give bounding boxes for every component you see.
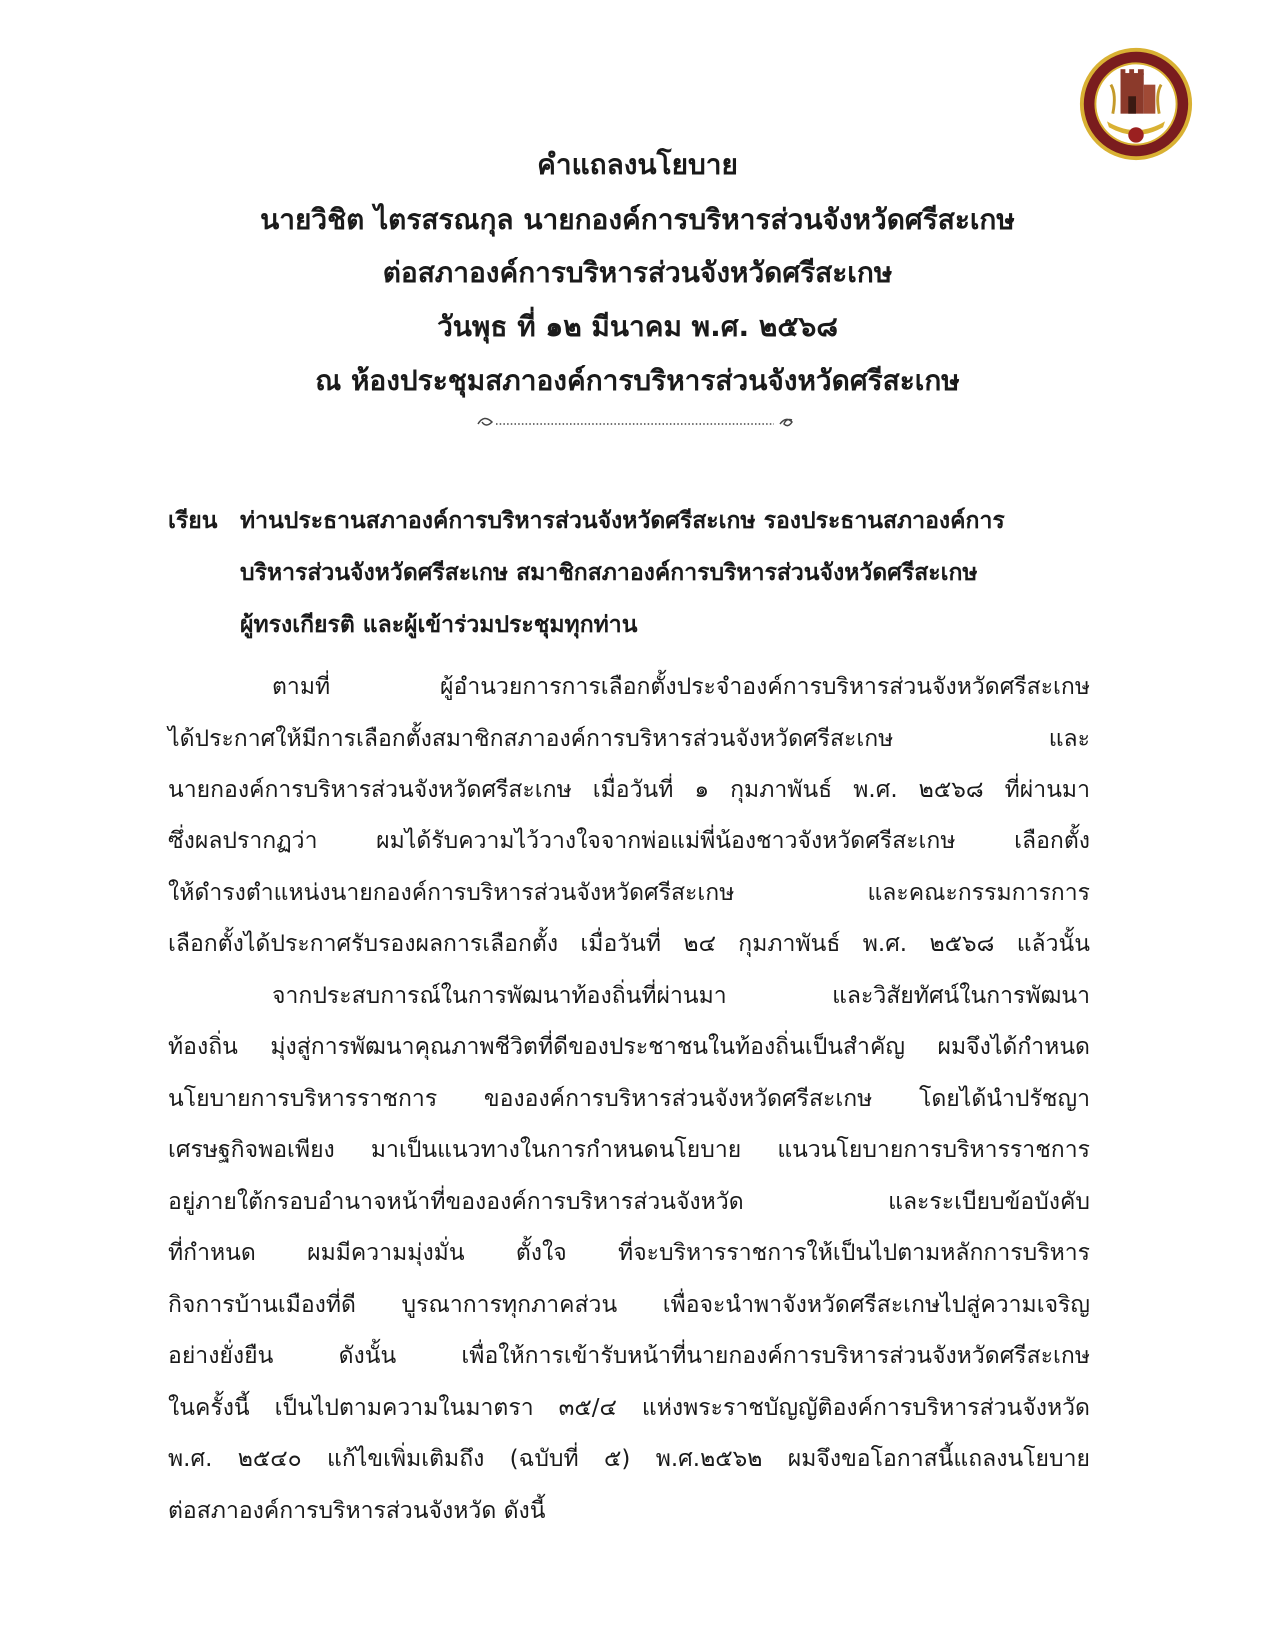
salutation-label: เรียน — [168, 508, 218, 534]
salutation-line: ผู้ทรงเกียรติ และผู้เข้าร่วมประชุมทุกท่าน — [240, 612, 638, 638]
body-line: เศรษฐกิจพอเพียง มาเป็นแนวทางในการกำหนดนโยบาย แนวนโยบายการบริหารราชการ — [168, 1137, 1090, 1163]
body-line: ให้ดำรงตำแหน่งนายกองค์การบริหารส่วนจังหวัดศรีสะเกษ และคณะกรรมการการ — [168, 880, 1090, 906]
body-line: ในครั้งนี้ เป็นไปตามความในมาตรา ๓๕/๔ แห่งพระราชบัญญัติองค์การบริหารส่วนจังหวัด — [168, 1395, 1090, 1421]
body-line: นโยบายการบริหารราชการ ขององค์การบริหารส่วนจังหวัดศรีสะเกษ โดยได้นำปรัชญา — [168, 1086, 1090, 1112]
date-line: วันพุธ ที่ ๑๒ มีนาคม พ.ศ. ๒๕๖๘ — [437, 310, 838, 343]
body-line: เลือกตั้งได้ประกาศรับรองผลการเลือกตั้ง เมื่อวันที่ ๒๔ กุมภาพันธ์ พ.ศ. ๒๕๖๘ แล้วนั้น — [168, 931, 1090, 957]
salutation-line: บริหารส่วนจังหวัดศรีสะเกษ สมาชิกสภาองค์การบริหารส่วนจังหวัดศรีสะเกษ — [240, 560, 978, 586]
venue-line: ณ ห้องประชุมสภาองค์การบริหารส่วนจังหวัดศรีสะเกษ — [315, 364, 960, 397]
body-line: ที่กำหนด ผมมีความมุ่งมั่น ตั้งใจ ที่จะบริหารราชการให้เป็นไปตามหลักการบริหาร — [168, 1240, 1090, 1266]
body-line: อยู่ภายใต้กรอบอำนาจหน้าที่ขององค์การบริหารส่วนจังหวัด และระเบียบข้อบังคับ — [168, 1189, 1090, 1215]
speaker-line: นายวิชิต ไตรสรณกุล นายกองค์การบริหารส่วนจังหวัดศรีสะเกษ — [260, 203, 1015, 236]
ornament-divider-icon — [474, 412, 802, 432]
body-line: ต่อสภาองค์การบริหารส่วนจังหวัด ดังนี้ — [168, 1498, 546, 1524]
body-line: ซึ่งผลปรากฏว่า ผมได้รับความไว้วางใจจากพ่อแม่พี่น้องชาวจังหวัดศรีสะเกษ เลือกตั้ง — [168, 828, 1090, 854]
body-line: กิจการบ้านเมืองที่ดี บูรณาการทุกภาคส่วน เพื่อจะนำพาจังหวัดศรีสะเกษไปสู่ความเจริญ — [168, 1292, 1090, 1318]
body-line: อย่างยั่งยืน ดังนั้น เพื่อให้การเข้ารับหน้าที่นายกองค์การบริหารส่วนจังหวัดศรีสะเกษ — [168, 1343, 1090, 1369]
body-line: ท้องถิ่น มุ่งสู่การพัฒนาคุณภาพชีวิตที่ดีของประชาชนในท้องถิ่นเป็นสำคัญ ผมจึงได้กำหนด — [168, 1034, 1090, 1060]
body-line: ได้ประกาศให้มีการเลือกตั้งสมาชิกสภาองค์การบริหารส่วนจังหวัดศรีสะเกษ และ — [168, 726, 1090, 752]
salutation-line: ท่านประธานสภาองค์การบริหารส่วนจังหวัดศรีสะเกษ รองประธานสภาองค์การ — [240, 508, 1005, 534]
audience-line: ต่อสภาองค์การบริหารส่วนจังหวัดศรีสะเกษ — [382, 256, 893, 289]
body-line: ตามที่ ผู้อำนวยการการเลือกตั้งประจำองค์การบริหารส่วนจังหวัดศรีสะเกษ — [272, 674, 1090, 700]
body-line: นายกองค์การบริหารส่วนจังหวัดศรีสะเกษ เมื่อวันที่ ๑ กุมภาพันธ์ พ.ศ. ๒๕๖๘ ที่ผ่านมา — [168, 777, 1090, 803]
document-title: คำแถลงนโยบาย — [537, 148, 738, 181]
body-line: จากประสบการณ์ในการพัฒนาท้องถิ่นที่ผ่านมา และวิสัยทัศน์ในการพัฒนา — [272, 983, 1090, 1009]
provincial-seal-icon — [1078, 46, 1194, 162]
body-line: พ.ศ. ๒๕๔๐ แก้ไขเพิ่มเติมถึง (ฉบับที่ ๕) พ.ศ.๒๕๖๒ ผมจึงขอโอกาสนี้แถลงนโยบาย — [168, 1446, 1090, 1472]
